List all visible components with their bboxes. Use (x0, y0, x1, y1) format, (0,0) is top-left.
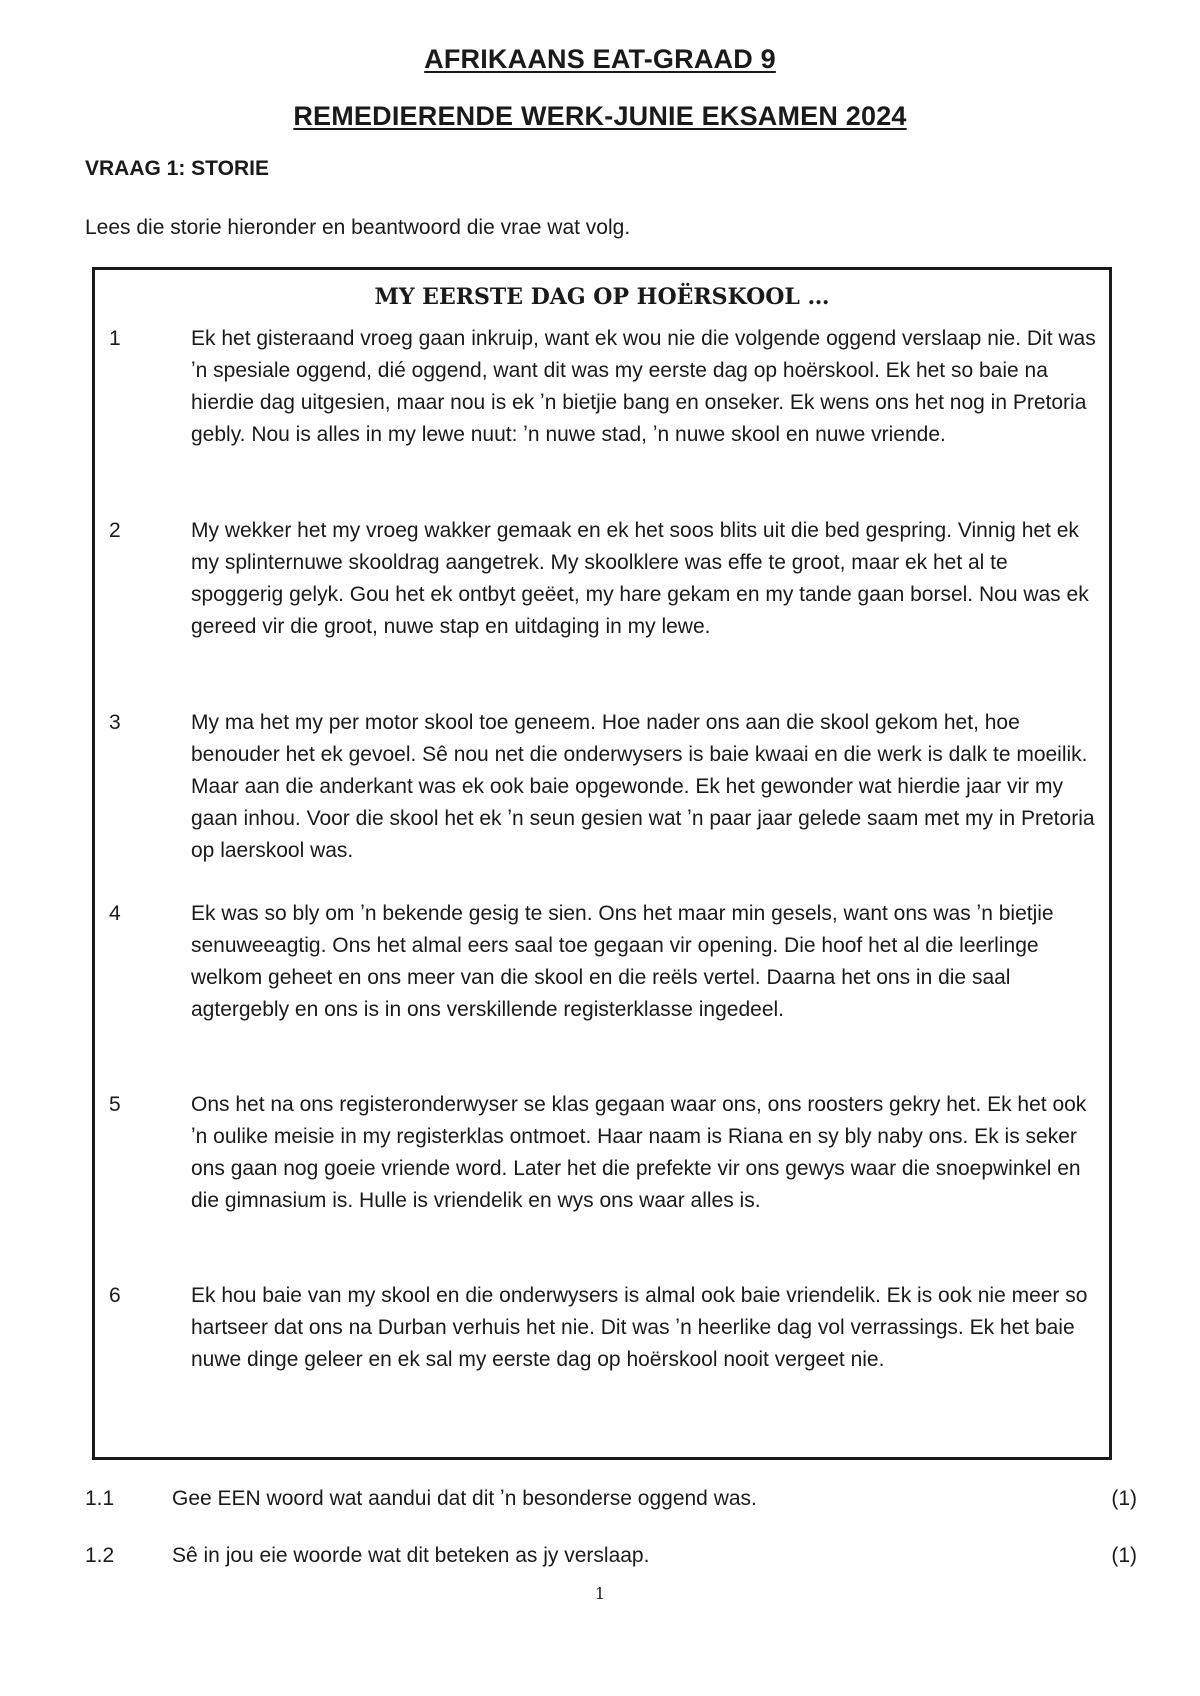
question-number: 1.1 (85, 1487, 115, 1510)
paragraph-text: Ek hou baie van my skool en die onderwysers is almal ook baie vriendelik. Ek is ook nie meer so hartseer dat ons na Durban verhuis het nie. Dit was ʼn heerlike dag vol verrassings. Ek het baie nuwe dinge geleer en ek sal my eerste dag op hoërskool nooit vergeet nie. (191, 1284, 1088, 1371)
question-marks: (1) (1111, 1544, 1137, 1567)
paragraph-text: Ons het na ons registeronderwyser se klas gegaan waar ons, ons roosters gekry het. Ek het ook ʼn oulike meisie in my registerklas ontmoet. Haar naam is Riana en sy bly naby ons. Ek is seker ons gaan nog goeie vriende word. Later het die prefekte vir ons gewys waar die snoepwinkel en die gimnasium is. Hulle is vriendelik en wys ons waar alles is. (191, 1093, 1087, 1212)
story-title: MY EERSTE DAG OP HOËRSKOOL … (374, 284, 830, 310)
paragraph-text: Ek was so bly om ʼn bekende gesig te sien. Ons het maar min gesels, want ons was ʼn bietjie senuweeagtig. Ons het almal eers saal toe gegaan vir opening. Die hoof het al die leerlinge welkom geheet en ons meer van die skool en die reëls vertel. Daarna het ons in die saal agtergebly en ons is in ons verskillende registerklasse ingedeel. (191, 902, 1054, 1021)
document-title: AFRIKAANS EAT-GRAAD 9 (424, 44, 776, 74)
paragraph-number: 4 (109, 902, 121, 925)
paragraph-number: 2 (109, 519, 121, 542)
document-subtitle: REMEDIERENDE WERK-JUNIE EKSAMEN 2024 (293, 101, 907, 131)
question-marks: (1) (1111, 1487, 1137, 1510)
paragraph-number: 5 (109, 1093, 121, 1116)
paragraph-text: Ek het gisteraand vroeg gaan inkruip, want ek wou nie die volgende oggend verslaap nie. Dit was ʼn spesiale oggend, dié oggend, want dit was my eerste dag op hoërskool. Ek het so baie na hierdie dag uitgesien, maar nou is ek ʼn bietjie bang en onseker. Ek wens ons het nog in Pretoria gebly. Nou is alles in my lewe nuut: ʼn nuwe stad, ʼn nuwe skool en nuwe vriende. (191, 327, 1096, 446)
section-heading: VRAAG 1: STORIE (85, 157, 269, 180)
paragraph-text: My wekker het my vroeg wakker gemaak en ek het soos blits uit die bed gespring. Vinnig het ek my splinternuwe skooldrag aangetrek. My skoolklere was effe te groot, maar ek het al te spoggerig gelyk. Gou het ek ontbyt geëet, my hare gekam en my tande gaan borsel. Nou was ek gereed vir die groot, nuwe stap en uitdaging in my lewe. (191, 519, 1089, 638)
instruction-text: Lees die storie hieronder en beantwoord die vrae wat volg. (85, 216, 631, 239)
story-box (92, 267, 1112, 1460)
question-text: Sê in jou eie woorde wat dit beteken as jy verslaap. (172, 1544, 650, 1567)
paragraph-number: 1 (109, 327, 121, 350)
question-text: Gee EEN woord wat aandui dat dit ʼn besonderse oggend was. (172, 1487, 757, 1510)
paragraph-number: 6 (109, 1284, 121, 1307)
page-number: 1 (594, 1584, 606, 1603)
question-number: 1.2 (85, 1544, 115, 1567)
paragraph-number: 3 (109, 711, 121, 734)
paragraph-text: My ma het my per motor skool toe geneem. Hoe nader ons aan die skool gekom het, hoe benouder het ek gevoel. Sê nou net die onderwysers is baie kwaai en die werk is dalk te moeilik. Maar aan die anderkant was ek ook baie opgewonde. Ek het gewonder wat hierdie jaar vir my gaan inhou. Voor die skool het ek ʼn seun gesien wat ʼn paar jaar gelede saam met my in Pretoria op laerskool was. (191, 711, 1095, 862)
